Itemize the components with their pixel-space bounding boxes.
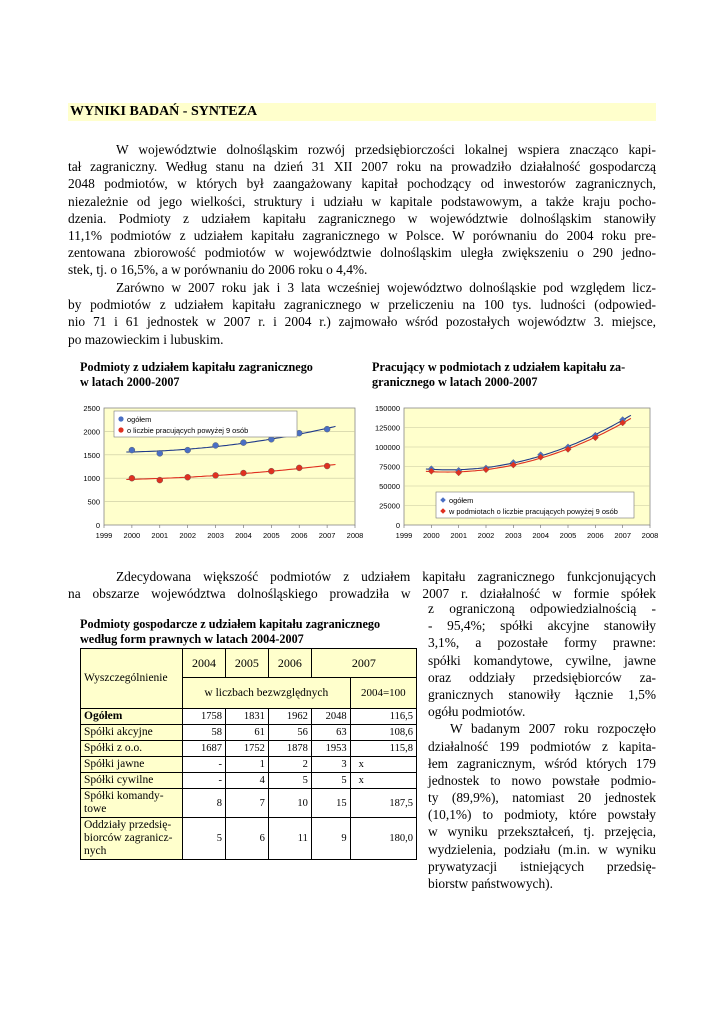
table-cell: 180,0: [350, 818, 416, 860]
table-caption-line: według form prawnych w latach 2004-2007: [80, 632, 304, 646]
paragraph-legal-forms: [68, 568, 656, 602]
table-cell: 1758: [183, 709, 226, 725]
text-line: po mazowieckim i lubuskim.: [68, 331, 224, 347]
chart-right-title-line: Pracujący w podmiotach z udziałem kapitału za-: [372, 360, 626, 374]
table-cell: x: [350, 757, 416, 773]
y-tick-label: 25000: [379, 501, 400, 511]
x-tick-label: 2006: [586, 531, 604, 540]
table-row: [81, 818, 417, 860]
table-caption-line: Podmioty gospodarcze z udziałem kapitału zagranicznego: [80, 617, 381, 631]
text-line: zentowana zbiorowość podmiotów w województwie dolnośląskim uległa zwiększeniu o 290 jedno-: [68, 245, 656, 261]
text-line: 2048 podmiotów, w których był zaangażowany kapitał pochodzący od inwestorów zagranicznych,: [68, 176, 656, 192]
text-line: W badanym 2007 roku rozpoczęło: [450, 721, 656, 737]
x-tick-label: 2000: [422, 531, 440, 540]
side-column-text: [428, 600, 656, 892]
table-row: [81, 789, 417, 818]
data-point: [185, 474, 191, 480]
data-point: [185, 447, 191, 453]
y-tick-label: 2500: [83, 404, 100, 413]
chart-left-title-line: Podmioty z udziałem kapitału zagranicznego: [80, 360, 313, 374]
x-tick-label: 2005: [262, 531, 280, 540]
text-line: (10,1%) to podmioty, które powstały: [428, 807, 656, 823]
text-line: dzenia. Podmioty z udziałem kapitału zagranicznego w województwie dolnośląskim stanowiły: [68, 210, 656, 226]
text-line: tał zagraniczny. Według stanu na dzień 31 XII 2007 roku na prowadziło działalność gospodarczą: [68, 159, 656, 175]
section-title: WYNIKI BADAŃ - SYNTEZA: [70, 104, 258, 119]
paragraph-intro: [68, 141, 656, 279]
year-header: 2007: [311, 649, 416, 678]
table-cell: 2: [268, 757, 311, 773]
text-line: prywatyzacji istniejących przedsię-: [428, 858, 656, 874]
table-cell: 5: [183, 818, 226, 860]
row-label: Spółki akcyjne: [81, 725, 183, 741]
table-cell: 63: [311, 725, 350, 741]
chart-left-title-line: w latach 2000-2007: [80, 375, 180, 389]
text-line: w wyniku przekształceń, tj. przejęcia,: [428, 824, 656, 840]
col-label-header: Wyszczególnienie: [81, 649, 183, 709]
text-line: by podmiotów z udziałem kapitału zagranicznego w przeliczeniu na 100 tys. ludności (odpowied-: [68, 297, 656, 313]
y-tick-label: 500: [87, 497, 100, 507]
year-header: 2005: [225, 649, 268, 678]
data-point: [157, 450, 163, 456]
table-cell: 116,5: [350, 709, 416, 725]
text-line: niezależnie od jego wielkości, struktury i udziału w kapitale podstawowym, a także kraju pocho-: [68, 193, 656, 209]
table-row: [81, 709, 417, 725]
data-point: [324, 426, 330, 432]
row-label: Spółki z o.o.: [81, 741, 183, 757]
table-cell: 8: [183, 789, 226, 818]
text-line: nio 71 i 61 jednostek w 2007 r. i 2004 r.) zajmowało wśród pozostałych województw 3. miejsce,: [68, 314, 656, 330]
x-tick-label: 2006: [290, 531, 308, 540]
legend-label: ogółem: [127, 415, 152, 424]
data-point: [213, 442, 219, 448]
table-cell: 5: [311, 773, 350, 789]
section-header: [68, 103, 656, 121]
data-point: [213, 472, 219, 478]
table-cell: 1831: [225, 709, 268, 725]
x-tick-label: 2007: [318, 531, 336, 540]
x-tick-label: 2003: [207, 531, 224, 540]
table-row: [81, 725, 417, 741]
table-cell: 1752: [225, 741, 268, 757]
x-tick-label: 2007: [614, 531, 632, 540]
row-label: Spółki komandy- towe: [81, 789, 183, 818]
text-line: ogółu podmiotów.: [428, 704, 526, 720]
text-line: 11,1% podmiotów z udziałem kapitału zagranicznego w Polsce. W porównaniu do 2004 roku pre-: [68, 227, 656, 243]
abs-values-header: w liczbach bezwzględnych: [183, 678, 351, 709]
table-cell: x: [350, 773, 416, 789]
x-tick-label: 2004: [235, 531, 252, 540]
y-tick-label: 1500: [83, 450, 100, 460]
row-label: Spółki cywilne: [81, 773, 183, 789]
x-tick-label: 2003: [504, 531, 522, 540]
chart-right-title: [372, 360, 662, 390]
x-tick-label: 2002: [477, 531, 495, 540]
chart-right-title-line: granicznego w latach 2000-2007: [372, 375, 538, 389]
table-caption: [80, 617, 420, 647]
data-point: [240, 470, 246, 476]
text-line: ty (89,9%), natomiast 20 jednostek: [428, 790, 656, 806]
table-cell: 5: [268, 773, 311, 789]
text-line: granicznych stanowiły łącznie 1,5%: [428, 686, 656, 702]
table-cell: 3: [311, 757, 350, 773]
table-cell: 56: [268, 725, 311, 741]
y-tick-label: 1000: [83, 474, 100, 484]
paragraph-ranking: [68, 279, 656, 348]
table-cell: 2048: [311, 709, 350, 725]
table-cell: 1878: [268, 741, 311, 757]
x-tick-label: 2002: [179, 531, 197, 540]
table-cell: 61: [225, 725, 268, 741]
text-line: stek, tj. o 16,5%, a w porównaniu do 2006 roku o 4,4%.: [68, 262, 368, 278]
y-tick-label: 150000: [374, 404, 400, 413]
table-cell: -: [183, 757, 226, 773]
year-header: 2006: [268, 649, 311, 678]
table-cell: 4: [225, 773, 268, 789]
text-line: Zdecydowana większość podmiotów z udziałem kapitału zagranicznego funkcjonujących: [116, 569, 656, 584]
data-point: [268, 468, 274, 474]
table-cell: 1687: [183, 741, 226, 757]
table-row: [81, 741, 417, 757]
table-cell: 10: [268, 789, 311, 818]
data-point: [240, 440, 246, 446]
y-tick-label: 50000: [379, 482, 400, 491]
text-line: łem zagranicznym, wśród których 179: [428, 755, 656, 771]
data-point: [157, 477, 163, 483]
table-cell: 1962: [268, 709, 311, 725]
data-point: [296, 465, 302, 471]
x-tick-label: 2001: [450, 531, 468, 540]
table-cell: 6: [225, 818, 268, 860]
x-tick-label: 2008: [346, 531, 364, 540]
x-tick-label: 2004: [532, 531, 550, 540]
text-line: wydzielenia, podziału (m.in. w wyniku: [428, 841, 656, 857]
y-tick-label: 100000: [374, 443, 400, 452]
table-row: [81, 773, 417, 789]
table-cell: 9: [311, 818, 350, 860]
table-cell: 58: [183, 725, 226, 741]
index-header: 2004=100: [350, 678, 416, 709]
chart-left: [78, 400, 370, 548]
text-line: W województwie dolnośląskim rozwój przedsiębiorczości lokalnej wspiera znacząco kapi-: [116, 142, 656, 157]
legend-label: o liczbie pracujących powyżej 9 osób: [127, 426, 249, 435]
legend-marker: [118, 416, 123, 421]
legend-label: ogółem: [449, 496, 474, 505]
table-cell: 7: [225, 789, 268, 818]
text-line: oraz oddziały przedsiębiorców za-: [428, 669, 656, 685]
y-tick-label: 0: [95, 521, 100, 530]
data-point: [129, 475, 135, 481]
legend-marker: [118, 427, 123, 432]
text-line: biorstw państwowych).: [428, 876, 553, 891]
table-cell: -: [183, 773, 226, 789]
y-tick-label: 75000: [379, 462, 400, 472]
row-label: Ogółem: [81, 709, 183, 725]
text-line: na obszarze województwa dolnośląskiego prowadziła w 2007 r. działalność w formie spółek: [68, 586, 656, 602]
row-label: Spółki jawne: [81, 757, 183, 773]
legend-label: w podmiotach o liczbie pracujących powyżej 9 osób: [449, 507, 618, 516]
text-line: Zarówno w 2007 roku jak i 3 lata wcześniej województwo dolnośląskie pod względem licz-: [116, 280, 656, 295]
x-tick-label: 2005: [559, 531, 577, 540]
text-line: 3,1%, a pozostałe formy prawne:: [428, 635, 656, 651]
table-cell: 115,8: [350, 741, 416, 757]
table-cell: 1: [225, 757, 268, 773]
x-tick-label: 1999: [395, 531, 413, 540]
x-tick-label: 2001: [151, 531, 169, 540]
text-line: jednostek to nowo powstałe podmio-: [428, 772, 656, 788]
table-cell: 15: [311, 789, 350, 818]
text-line: z ograniczoną odpowiedzialnością -: [428, 601, 656, 616]
table-cell: 187,5: [350, 789, 416, 818]
text-line: - 95,4%; spółki akcyjne stanowiły: [428, 618, 656, 634]
y-tick-label: 0: [395, 521, 400, 530]
y-tick-label: 125000: [374, 423, 400, 433]
table-row: [81, 757, 417, 773]
x-tick-label: 2000: [123, 531, 141, 540]
chart-left-title: [80, 360, 360, 390]
chart-right: [366, 400, 662, 548]
legal-forms-table: [80, 648, 417, 860]
y-tick-label: 2000: [83, 427, 100, 437]
text-line: spółki komandytowe, cywilne, jawne: [428, 652, 656, 668]
x-tick-label: 1999: [95, 531, 113, 540]
x-tick-label: 2008: [641, 531, 659, 540]
data-point: [324, 463, 330, 469]
row-label: Oddziały przedsię- biorców zagranicz- nych: [81, 818, 183, 860]
data-point: [129, 447, 135, 453]
table-cell: 1953: [311, 741, 350, 757]
year-header: 2004: [183, 649, 226, 678]
table-cell: 11: [268, 818, 311, 860]
table-cell: 108,6: [350, 725, 416, 741]
text-line: działalność 199 podmiotów z kapita-: [428, 738, 656, 754]
